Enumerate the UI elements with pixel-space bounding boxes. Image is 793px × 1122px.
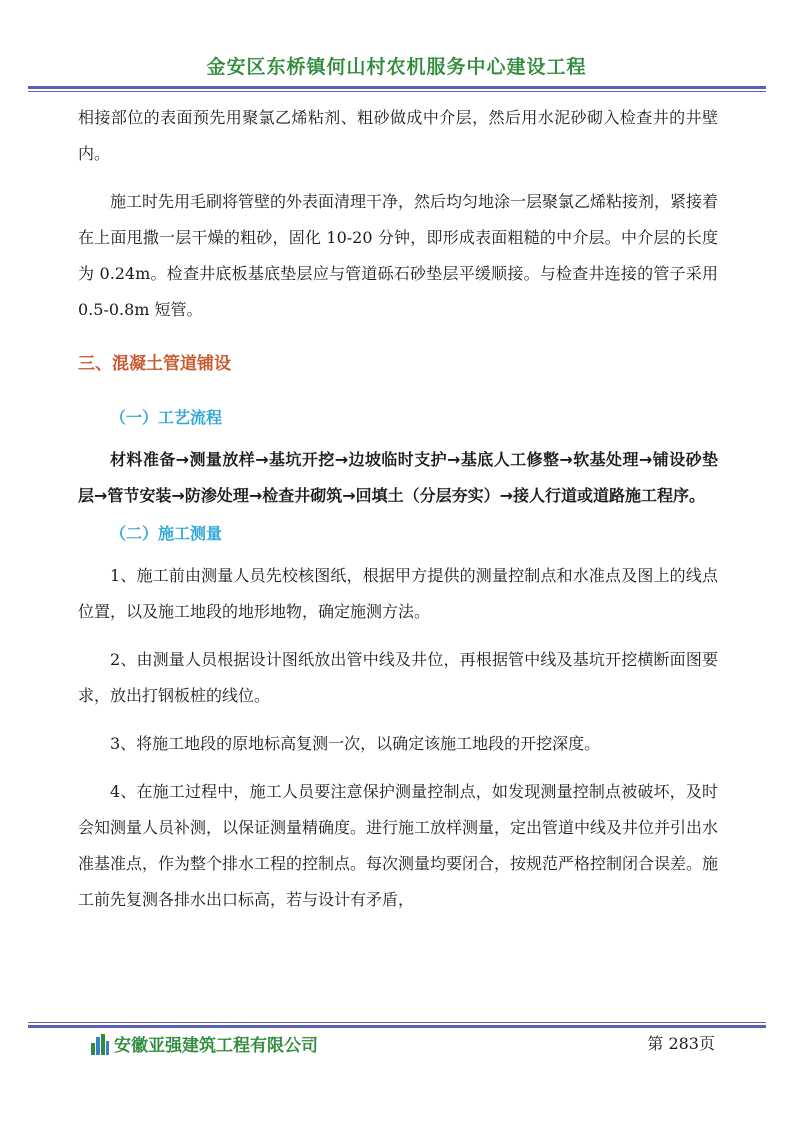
- document-body: [78, 100, 718, 918]
- list-item-1: 1、施工前由测量人员先校核图纸，根据甲方提供的测量控制点和水准点及图上的线点位置，以及施工地段的地形地物，确定施测方法。: [78, 566, 718, 621]
- building-logo-icon: [90, 1033, 110, 1055]
- paragraph-continuation: 相接部位的表面预先用聚氯乙烯粘剂、粗砂做成中介层，然后用水泥砂砌入检查井的井壁内。: [78, 108, 718, 163]
- sub-heading-process: （一）工艺流程: [110, 408, 223, 427]
- header-rule-thin: [28, 91, 766, 92]
- footer-rule-thin: [28, 1022, 766, 1023]
- list-item-4: 4、在施工过程中，施工人员要注意保护测量控制点，如发现测量控制点被破坏，及时会知测量人员补测，以保证测量精确度。进行施工放样测量，定出管道中线及井位并引出水准基准点，作为整个排水工程的控制点。每次测量均要闭合，按规范严格控制闭合误差。施工前先复测各排水出口标高，若与设计有矛盾，: [78, 782, 719, 909]
- footer-rule-thick: [28, 1025, 766, 1028]
- footer-company: [90, 1031, 318, 1056]
- list-item-3: 3、将施工地段的原地标高复测一次，以确定该施工地段的开挖深度。: [110, 734, 601, 753]
- sub-heading-survey: （二）施工测量: [110, 524, 223, 543]
- list-item-2: 2、由测量人员根据设计图纸放出管中线及井位，再根据管中线及基坑开挖横断面图要求，放出打钢板桩的线位。: [78, 650, 718, 705]
- process-flow-text: 材料准备→测量放样→基坑开挖→边坡临时支护→基底人工修整→软基处理→铺设砂垫层→管节安装→防渗处理→检查井砌筑→回填土（分层夯实）→接人行道或道路施工程序。: [78, 450, 718, 505]
- header-rule-thick: [28, 86, 766, 89]
- footer-company-name: 安徽亚强建筑工程有限公司: [114, 1036, 318, 1056]
- paragraph-adhesive-procedure: 施工时先用毛刷将管壁的外表面清理干净，然后均匀地涂一层聚氯乙烯粘接剂，紧接着在上面甩撒一层干燥的粗砂，固化 10-20 分钟，即形成表面粗糙的中介层。中介层的长度为 0.24m。检查井底板基底垫层应与管道砾石砂垫层平缓顺接。与检查井连接的管子采用 0.5-0.8m 短管。: [78, 192, 719, 319]
- page-number: 第 283页: [647, 1034, 715, 1053]
- section-heading: 三、混凝土管道铺设: [78, 354, 231, 374]
- page-header-title: 金安区东桥镇何山村农机服务中心建设工程: [206, 56, 587, 78]
